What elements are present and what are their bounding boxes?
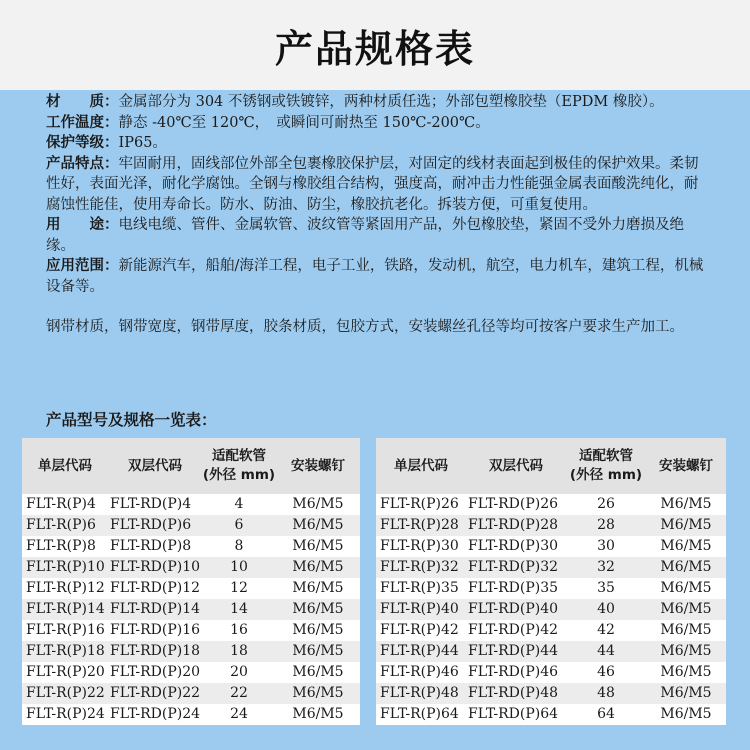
- table-row: [376, 515, 726, 536]
- table-row: [22, 578, 360, 599]
- header-hose-line1: 适配软管: [212, 448, 266, 464]
- table-row: [376, 536, 726, 557]
- header-single-code: 单层代码: [394, 457, 448, 474]
- table-row: [22, 557, 360, 578]
- hose-size-cell: 8: [234, 538, 244, 554]
- hose-size-cell: 28: [597, 517, 615, 533]
- table-row: [22, 620, 360, 641]
- hose-size-cell: 6: [234, 517, 244, 533]
- protection-label: 保护等级：: [46, 134, 119, 151]
- scope-paragraph: [46, 256, 706, 297]
- header-double-code: 双层代码: [128, 457, 182, 474]
- double-code-cell: FLT-RD(P)30: [468, 538, 559, 554]
- table-row: [376, 578, 726, 599]
- double-code-cell: FLT-RD(P)18: [110, 643, 201, 659]
- header-screw: 安装螺钉: [659, 457, 713, 474]
- single-code-cell: FLT-R(P)26: [380, 496, 459, 512]
- single-code-cell: FLT-R(P)40: [380, 601, 459, 617]
- custom-paragraph: [46, 317, 706, 338]
- material-label: 材 质：: [46, 93, 119, 110]
- single-code-cell: FLT-R(P)44: [380, 643, 459, 659]
- feature-text: 牢固耐用，固线部位外部全包裹橡胶保护层，对固定的线材表面起到极佳的保护效果。柔韧性好，表面光泽，耐化学腐蚀。全钢与橡胶组合结构，强度高，耐冲击力性能强金属表面酸洗纯化，耐腐蚀性能佳，使用寿命长。防水、防油、防尘，橡胶抗老化。拆装方便，可重复使用。: [46, 155, 699, 213]
- header-screw: 安装螺钉: [291, 457, 345, 474]
- double-code-cell: FLT-RD(P)16: [110, 622, 201, 638]
- table-row: [22, 494, 360, 515]
- temperature-paragraph: [46, 113, 706, 134]
- double-code-cell: FLT-RD(P)8: [110, 538, 192, 554]
- screw-cell: M6/M5: [660, 496, 712, 512]
- temperature-text: 静态 -40℃至 120℃， 或瞬间可耐热至 150℃-200℃。: [118, 114, 490, 131]
- custom-text: 钢带材质，钢带宽度，钢带厚度，胶条材质，包胶方式，安装螺丝孔径等均可按客户要求生产加工。: [46, 319, 684, 335]
- table-row: [22, 683, 360, 704]
- screw-cell: M6/M5: [660, 664, 712, 680]
- hose-size-cell: 46: [597, 664, 615, 680]
- hose-size-cell: 44: [597, 643, 615, 659]
- hose-size-cell: 14: [230, 601, 248, 617]
- hose-size-cell: 22: [230, 685, 248, 701]
- header-hose-line2: (外径 mm): [569, 467, 643, 483]
- single-code-cell: FLT-R(P)6: [26, 517, 96, 533]
- hose-size-cell: 32: [597, 559, 615, 575]
- scope-text: 新能源汽车，船舶/海洋工程，电子工业，铁路，发动机，航空，电力机车，建筑工程，机械设备等。: [46, 258, 704, 295]
- header-hose-line1: 适配软管: [579, 448, 633, 464]
- spec-table-right: [376, 438, 726, 725]
- header-double-code: 双层代码: [489, 457, 543, 474]
- table-row: [22, 515, 360, 536]
- paragraph-gap: [46, 297, 706, 317]
- hose-size-cell: 12: [230, 580, 248, 596]
- double-code-cell: FLT-RD(P)40: [468, 601, 559, 617]
- protection-text: IP65。: [118, 135, 167, 151]
- single-code-cell: FLT-R(P)12: [26, 580, 105, 596]
- screw-cell: M6/M5: [292, 580, 344, 596]
- table-header-row: [22, 438, 360, 494]
- screw-cell: M6/M5: [660, 643, 712, 659]
- hose-size-cell: 40: [597, 601, 615, 617]
- hose-size-cell: 42: [597, 622, 615, 638]
- spec-table-left: [22, 438, 360, 725]
- hose-size-cell: 35: [597, 580, 615, 596]
- single-code-cell: FLT-R(P)28: [380, 517, 459, 533]
- spec-list-title: 产品型号及规格一览表：: [46, 411, 217, 429]
- hose-size-cell: 24: [230, 706, 248, 722]
- double-code-cell: FLT-RD(P)4: [110, 496, 192, 512]
- screw-cell: M6/M5: [660, 622, 712, 638]
- hose-size-cell: 48: [597, 685, 615, 701]
- double-code-cell: FLT-RD(P)32: [468, 559, 559, 575]
- screw-cell: M6/M5: [660, 580, 712, 596]
- double-code-cell: FLT-RD(P)10: [110, 559, 201, 575]
- screw-cell: M6/M5: [292, 622, 344, 638]
- screw-cell: M6/M5: [660, 517, 712, 533]
- table-row: [376, 641, 726, 662]
- spec-panel: [0, 90, 750, 750]
- double-code-cell: FLT-RD(P)42: [468, 622, 559, 638]
- feature-paragraph: [46, 154, 706, 216]
- screw-cell: M6/M5: [292, 706, 344, 722]
- single-code-cell: FLT-R(P)24: [26, 706, 105, 722]
- single-code-cell: FLT-R(P)10: [26, 559, 105, 575]
- spec-table-left-body: [22, 494, 360, 725]
- table-row: [376, 557, 726, 578]
- usage-text: 电线电缆、管件、金属软管、波纹管等紧固用产品，外包橡胶垫，紧固不受外力磨损及绝缘。: [46, 217, 684, 254]
- temperature-label: 工作温度：: [46, 113, 119, 131]
- single-code-cell: FLT-R(P)64: [380, 706, 459, 722]
- header-hose-size: [202, 438, 276, 494]
- table-row: [376, 620, 726, 641]
- table-row: [22, 704, 360, 725]
- table-row: [22, 662, 360, 683]
- screw-cell: M6/M5: [292, 601, 344, 617]
- double-code-cell: FLT-RD(P)48: [468, 685, 559, 701]
- page-title: 产品规格表: [274, 26, 475, 71]
- protection-paragraph: [46, 133, 706, 154]
- table-row: [376, 662, 726, 683]
- double-code-cell: FLT-RD(P)35: [468, 580, 559, 596]
- single-code-cell: FLT-R(P)22: [26, 685, 105, 701]
- screw-cell: M6/M5: [660, 538, 712, 554]
- hose-size-cell: 10: [230, 559, 248, 575]
- hose-size-cell: 18: [230, 643, 248, 659]
- usage-label: 用 途：: [46, 216, 119, 233]
- table-row: [376, 599, 726, 620]
- single-code-cell: FLT-R(P)42: [380, 622, 459, 638]
- double-code-cell: FLT-RD(P)28: [468, 517, 559, 533]
- material-text: 金属部分为 304 不锈钢或铁镀锌，两种材质任选；外部包塑橡胶垫（EPDM 橡胶）。: [118, 94, 664, 110]
- table-row: [376, 494, 726, 515]
- hose-size-cell: 64: [597, 706, 615, 722]
- double-code-cell: FLT-RD(P)44: [468, 643, 559, 659]
- single-code-cell: FLT-R(P)48: [380, 685, 459, 701]
- hose-size-cell: 16: [230, 622, 248, 638]
- screw-cell: M6/M5: [660, 706, 712, 722]
- double-code-cell: FLT-RD(P)64: [468, 706, 559, 722]
- usage-paragraph: [46, 215, 706, 256]
- screw-cell: M6/M5: [292, 685, 344, 701]
- page-header: [0, 0, 750, 90]
- table-row: [376, 704, 726, 725]
- screw-cell: M6/M5: [660, 685, 712, 701]
- feature-label: 产品特点：: [46, 154, 119, 172]
- spec-table-right-body: [376, 494, 726, 725]
- header-single-code: 单层代码: [38, 457, 92, 474]
- hose-size-cell: 20: [230, 664, 248, 680]
- product-description: [46, 92, 706, 338]
- double-code-cell: FLT-RD(P)6: [110, 517, 192, 533]
- single-code-cell: FLT-R(P)4: [26, 496, 96, 512]
- screw-cell: M6/M5: [660, 559, 712, 575]
- table-row: [376, 683, 726, 704]
- double-code-cell: FLT-RD(P)14: [110, 601, 201, 617]
- double-code-cell: FLT-RD(P)12: [110, 580, 201, 596]
- single-code-cell: FLT-R(P)16: [26, 622, 105, 638]
- single-code-cell: FLT-R(P)46: [380, 664, 459, 680]
- single-code-cell: FLT-R(P)35: [380, 580, 459, 596]
- screw-cell: M6/M5: [660, 601, 712, 617]
- hose-size-cell: 30: [597, 538, 615, 554]
- double-code-cell: FLT-RD(P)24: [110, 706, 201, 722]
- hose-size-cell: 4: [234, 496, 244, 512]
- screw-cell: M6/M5: [292, 496, 344, 512]
- screw-cell: M6/M5: [292, 517, 344, 533]
- double-code-cell: FLT-RD(P)46: [468, 664, 559, 680]
- single-code-cell: FLT-R(P)30: [380, 538, 459, 554]
- double-code-cell: FLT-RD(P)22: [110, 685, 201, 701]
- single-code-cell: FLT-R(P)8: [26, 538, 96, 554]
- scope-label: 应用范围：: [46, 257, 119, 274]
- screw-cell: M6/M5: [292, 538, 344, 554]
- header-hose-line2: (外径 mm): [202, 467, 276, 483]
- table-header-row: [376, 438, 726, 494]
- double-code-cell: FLT-RD(P)26: [468, 496, 559, 512]
- table-row: [22, 536, 360, 557]
- screw-cell: M6/M5: [292, 559, 344, 575]
- single-code-cell: FLT-R(P)14: [26, 601, 105, 617]
- header-hose-size: [566, 438, 646, 494]
- table-row: [22, 599, 360, 620]
- single-code-cell: FLT-R(P)18: [26, 643, 105, 659]
- double-code-cell: FLT-RD(P)20: [110, 664, 201, 680]
- table-row: [22, 641, 360, 662]
- single-code-cell: FLT-R(P)20: [26, 664, 105, 680]
- material-paragraph: [46, 92, 706, 113]
- screw-cell: M6/M5: [292, 664, 344, 680]
- hose-size-cell: 26: [597, 496, 615, 512]
- single-code-cell: FLT-R(P)32: [380, 559, 459, 575]
- screw-cell: M6/M5: [292, 643, 344, 659]
